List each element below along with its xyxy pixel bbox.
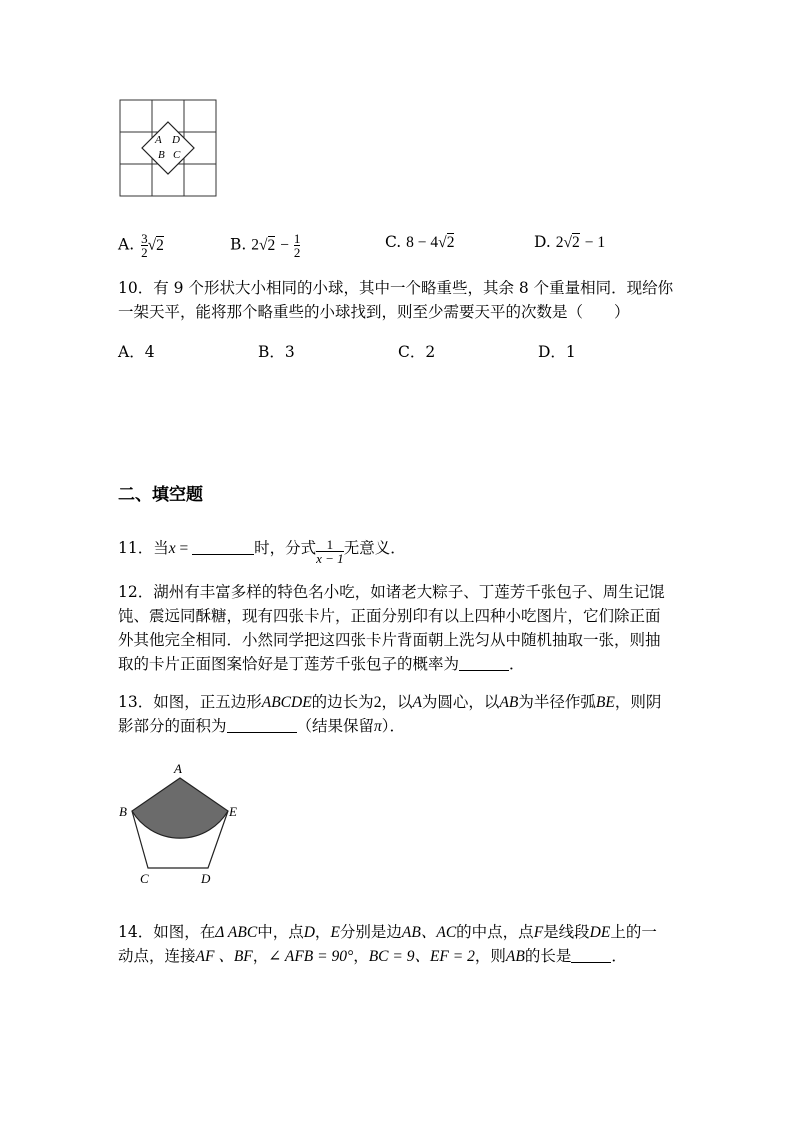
q13-line-2: 影部分的面积为 （结果保留π）． — [118, 717, 406, 735]
q9-option-d[interactable]: D. 2√2 − 1 — [534, 233, 606, 251]
q9-option-b[interactable]: B. 2√2 − $\frac{1}{2}$ — [230, 231, 301, 260]
q9-label-b: B — [158, 149, 165, 161]
q12-line-3: 外其他完全相同．小然同学把这四张卡片背面朝上洗匀从中随机抽取一张，则抽 — [118, 631, 661, 649]
q12-answer-blank[interactable] — [459, 654, 509, 671]
section-title: 二、填空题 — [118, 485, 203, 505]
q13-label-b: B — [119, 804, 127, 819]
q10-option-a[interactable]: A．4 — [118, 343, 155, 361]
q9-option-c[interactable]: C. 8 − 4√2 — [385, 233, 455, 251]
q9-label-d: D — [172, 134, 180, 146]
q14-line-2: 动点，连接AF 、BF，∠ AFB = 90°，BC = 9、EF = 2，则AB的长是 ． — [118, 947, 627, 965]
q14-answer-blank[interactable] — [571, 946, 611, 963]
q13-pentagon-figure — [112, 758, 248, 890]
q12-line-1: 12．湖州有丰富多样的特色名小吃，如诸老大粽子、丁莲芳千张包子、周生记馄 — [118, 583, 665, 601]
q13-label-c: C — [140, 871, 149, 886]
q12-line-4: 取的卡片正面图案恰好是丁莲芳千张包子的概率为 ． — [118, 655, 525, 673]
q13-label-e: E — [229, 804, 237, 819]
q9-label-a: A — [155, 134, 162, 146]
q14-line-1: 14．如图，在Δ ABC中，点D，E分别是边AB、AC的中点，点F是线段DE上的一 — [118, 923, 657, 941]
q12-line-2: 饨、震远同酥糖，现有四张卡片，正面分别印有以上四种小吃图片，它们除正面 — [118, 607, 661, 625]
q10-line-1: 10．有 9 个形状大小相同的小球，其中一个略重些，其余 8 个重量相同．现给你 — [118, 279, 674, 297]
q10-option-b[interactable]: B．3 — [258, 343, 295, 361]
q11-line: 11．当x = 时，分式 $\frac{1}{x - 1}$ 无意义． — [118, 537, 406, 566]
q13-line-1: 13．如图，正五边形ABCDE的边长为2，以A为圆心，以AB为半径作弧BE，则阴 — [118, 693, 662, 711]
q11-fraction: $\frac{1}{x - 1}$ — [316, 537, 344, 566]
q10-option-c[interactable]: C．2 — [398, 343, 436, 361]
q10-line-2: 一架天平，能将那个略重些的小球找到，则至少需要天平的次数是（ ） — [118, 303, 630, 321]
q9-option-a[interactable]: A. $\frac{3}{2}$ √2 — [118, 231, 164, 260]
q9-grid-figure — [118, 98, 220, 198]
q11-answer-blank[interactable] — [192, 538, 254, 555]
q13-label-d: D — [201, 871, 211, 886]
q13-answer-blank[interactable] — [227, 716, 297, 733]
q13-label-a: A — [174, 761, 182, 776]
q9-label-c: C — [173, 149, 181, 161]
q10-option-d[interactable]: D．1 — [538, 343, 576, 361]
